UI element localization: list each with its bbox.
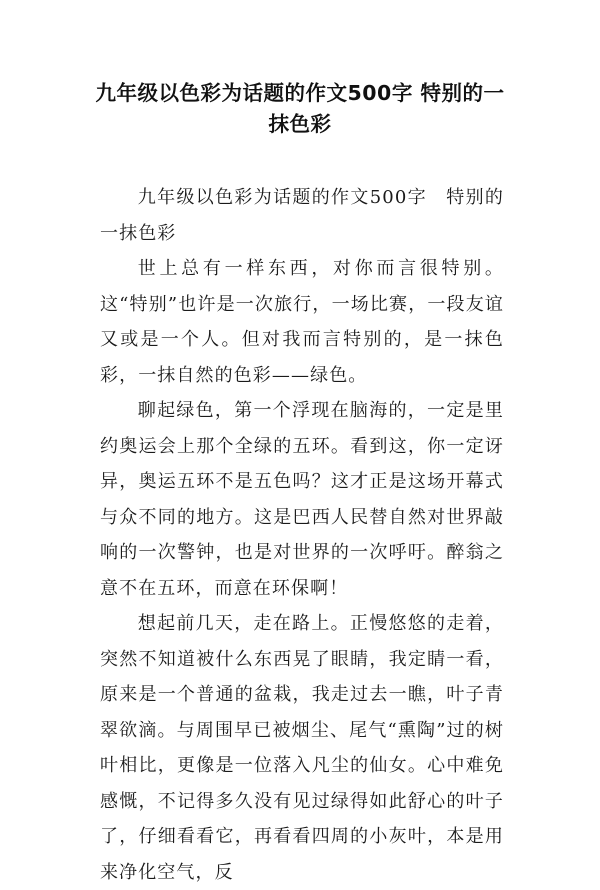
paragraph: 想起前几天，走在路上。正慢悠悠的走着，突然不知道被什么东西晃了眼睛，我定睛一看，原来是一个普通的盆栽，我走过去一瞧，叶子青翠欲滴。与周围早已被烟尘、尾气“熏陶”过的树叶相比，更像是一位落入凡尘的仙女。心中难免感慨，不记得多久没有见过绿得如此舒心的叶子了，仔细看看它，再看看四周的小灰叶，本是用来净化空气，反 xyxy=(100,613,504,883)
paragraph: 聊起绿色，第一个浮现在脑海的，一定是里约奥运会上那个全绿的五环。看到这，你一定讶异，奥运五环不是五色吗？这才正是这场开幕式与众不同的地方。这是巴西人民替自然对世界敲响的一次警钟，也是对世界的一次呼吁。醉翁之意不在五环，而意在环保啊！ xyxy=(100,400,504,599)
paragraph-heading: 九年级以色彩为话题的作文500字 特别的一抹色彩 xyxy=(100,187,504,244)
document-title: 九年级以色彩为话题的作文500字 特别的一抹色彩 xyxy=(95,81,505,136)
document-body xyxy=(100,180,504,890)
paragraph: 世上总有一样东西，对你而言很特别。这“特别”也许是一次旅行，一场比赛，一段友谊又或是一个人。但对我而言特别的，是一抹色彩，一抹自然的色彩——绿色。 xyxy=(100,258,504,386)
